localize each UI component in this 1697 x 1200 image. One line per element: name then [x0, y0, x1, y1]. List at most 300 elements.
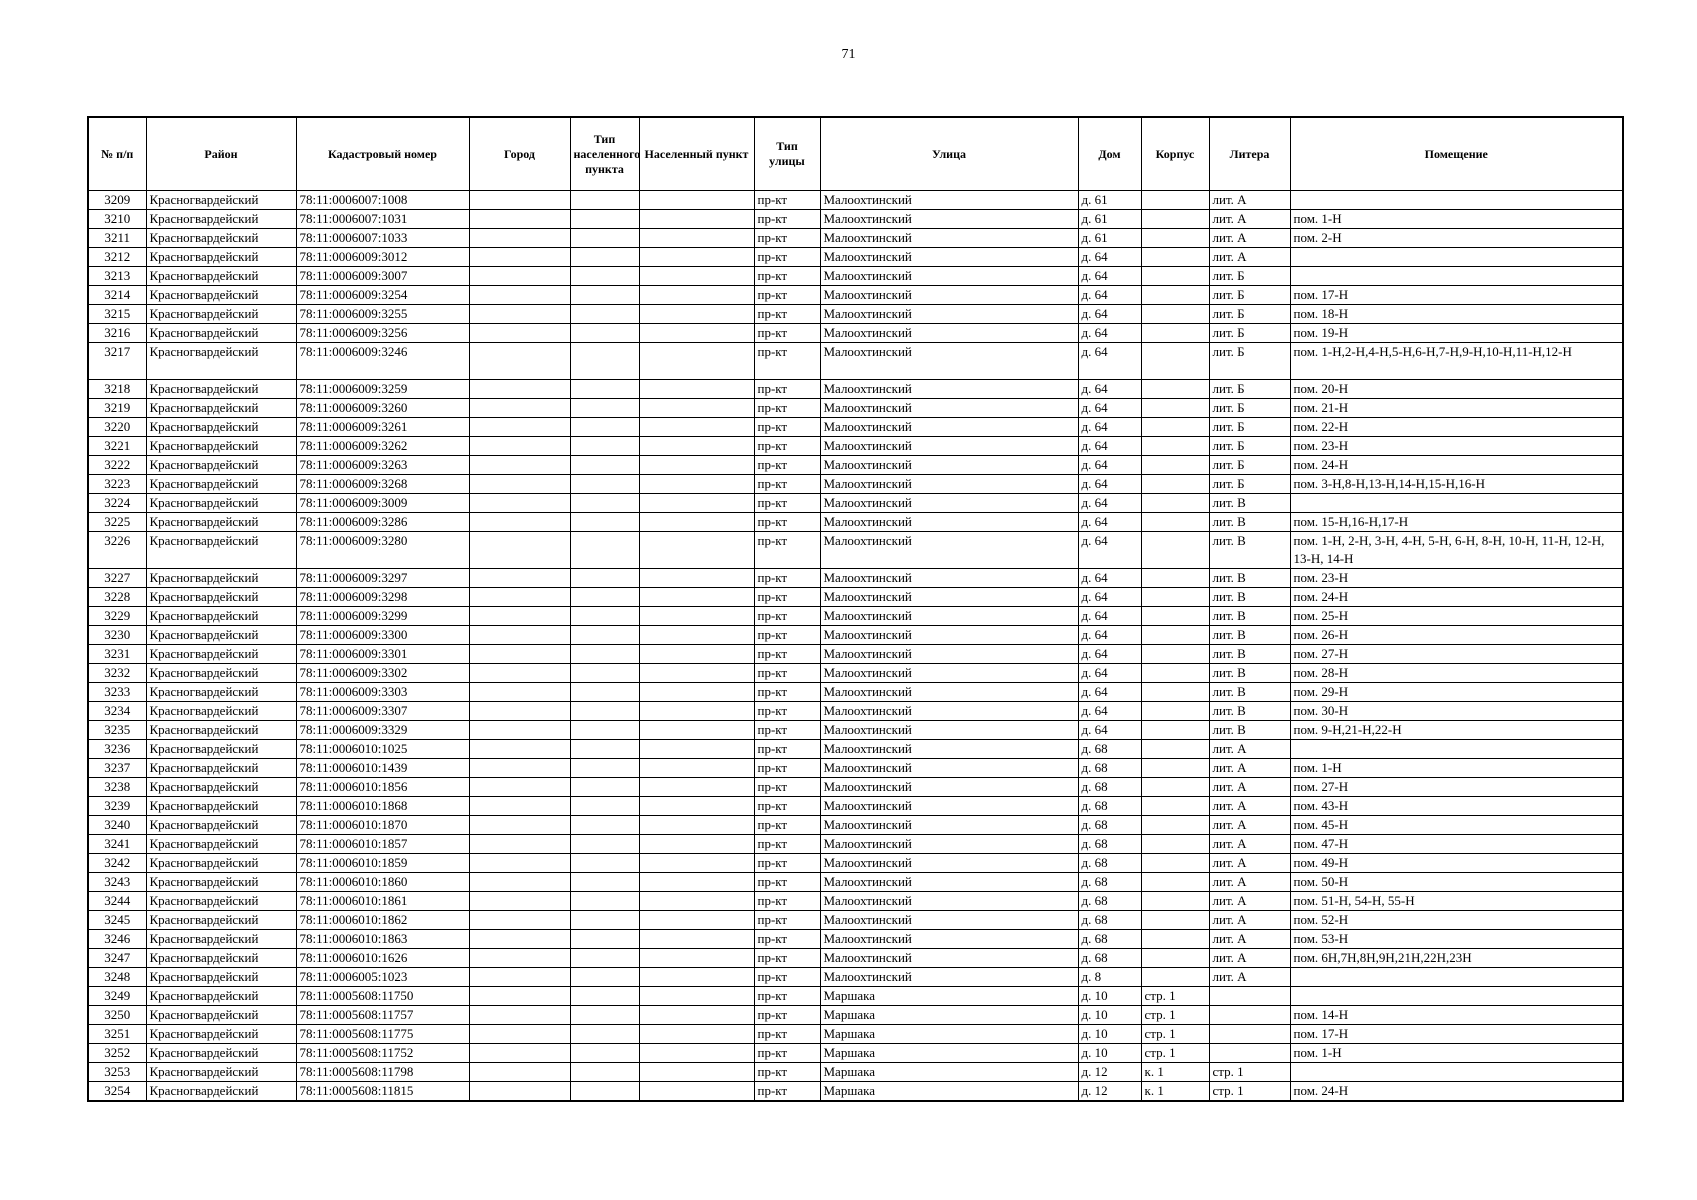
cell-settlement-type: [570, 759, 639, 778]
table-row: [88, 626, 1623, 645]
cell-district: Красногвардейский: [146, 683, 296, 702]
cell-settlement-type: [570, 949, 639, 968]
cell-building: [1141, 911, 1209, 930]
cell-house: д. 68: [1078, 778, 1141, 797]
cell-street: Малоохтинский: [820, 949, 1078, 968]
cell-settlement-type: [570, 683, 639, 702]
cell-number: 3247: [88, 949, 146, 968]
cell-street: Малоохтинский: [820, 835, 1078, 854]
cell-house: д. 64: [1078, 664, 1141, 683]
table-body: [88, 191, 1623, 1102]
table-row: [88, 324, 1623, 343]
cell-settlement: [639, 607, 754, 626]
cell-letter: [1209, 1006, 1290, 1025]
cell-letter: лит. А: [1209, 835, 1290, 854]
cell-settlement-type: [570, 778, 639, 797]
cell-house: д. 68: [1078, 854, 1141, 873]
cell-street: Маршака: [820, 1025, 1078, 1044]
cell-city: [469, 1025, 570, 1044]
cell-street-type: пр-кт: [754, 626, 820, 645]
cell-cadastral-number: 78:11:0006009:3303: [296, 683, 469, 702]
cell-street: Маршака: [820, 987, 1078, 1006]
cell-street-type: пр-кт: [754, 759, 820, 778]
table-row: [88, 892, 1623, 911]
cell-city: [469, 248, 570, 267]
cell-letter: лит. В: [1209, 513, 1290, 532]
cell-number: 3233: [88, 683, 146, 702]
cell-premises: [1290, 968, 1623, 987]
cell-street-type: пр-кт: [754, 1082, 820, 1102]
cell-premises: пом. 24-Н: [1290, 588, 1623, 607]
cell-city: [469, 494, 570, 513]
cell-premises: [1290, 191, 1623, 210]
cell-cadastral-number: 78:11:0006010:1025: [296, 740, 469, 759]
cell-street: Малоохтинский: [820, 210, 1078, 229]
cell-city: [469, 210, 570, 229]
cell-street-type: пр-кт: [754, 513, 820, 532]
cell-premises: пом. 30-Н: [1290, 702, 1623, 721]
header-street-type: Тип улицы: [754, 117, 820, 191]
cell-district: Красногвардейский: [146, 816, 296, 835]
cell-number: 3239: [88, 797, 146, 816]
table-row: [88, 380, 1623, 399]
cell-letter: лит. В: [1209, 494, 1290, 513]
cell-letter: лит. А: [1209, 248, 1290, 267]
cell-city: [469, 759, 570, 778]
cell-house: д. 61: [1078, 210, 1141, 229]
cell-district: Красногвардейский: [146, 797, 296, 816]
cell-number: 3222: [88, 456, 146, 475]
cell-city: [469, 626, 570, 645]
cell-letter: лит. Б: [1209, 267, 1290, 286]
cell-street-type: пр-кт: [754, 949, 820, 968]
cell-settlement-type: [570, 816, 639, 835]
cell-premises: пом. 49-Н: [1290, 854, 1623, 873]
cell-house: д. 64: [1078, 437, 1141, 456]
cell-street: Малоохтинский: [820, 740, 1078, 759]
table-row: [88, 588, 1623, 607]
cell-premises: пом. 28-Н: [1290, 664, 1623, 683]
table-row: [88, 513, 1623, 532]
cell-cadastral-number: 78:11:0006009:3007: [296, 267, 469, 286]
cell-district: Красногвардейский: [146, 949, 296, 968]
cell-settlement-type: [570, 399, 639, 418]
cell-premises: [1290, 740, 1623, 759]
cell-street-type: пр-кт: [754, 854, 820, 873]
cell-cadastral-number: 78:11:0006010:1868: [296, 797, 469, 816]
cell-cadastral-number: 78:11:0006009:3012: [296, 248, 469, 267]
cell-settlement: [639, 1025, 754, 1044]
table-row: [88, 835, 1623, 854]
table-row: [88, 930, 1623, 949]
cell-street: Маршака: [820, 1063, 1078, 1082]
cell-city: [469, 987, 570, 1006]
cell-settlement-type: [570, 873, 639, 892]
cell-street: Малоохтинский: [820, 324, 1078, 343]
cell-cadastral-number: 78:11:0006009:3286: [296, 513, 469, 532]
cell-building: [1141, 286, 1209, 305]
cell-city: [469, 418, 570, 437]
cell-city: [469, 532, 570, 569]
table-row: [88, 645, 1623, 664]
cell-street-type: пр-кт: [754, 930, 820, 949]
cell-settlement: [639, 399, 754, 418]
cell-number: 3231: [88, 645, 146, 664]
cell-premises: [1290, 987, 1623, 1006]
cell-letter: лит. А: [1209, 911, 1290, 930]
cell-district: Красногвардейский: [146, 892, 296, 911]
cell-letter: лит. А: [1209, 949, 1290, 968]
cell-city: [469, 968, 570, 987]
cell-number: 3236: [88, 740, 146, 759]
table-row: [88, 343, 1623, 380]
cell-city: [469, 229, 570, 248]
cell-premises: пом. 1-Н,2-Н,4-Н,5-Н,6-Н,7-Н,9-Н,10-Н,11-Н,12-Н: [1290, 343, 1623, 380]
cell-house: д. 64: [1078, 626, 1141, 645]
cell-settlement-type: [570, 324, 639, 343]
cell-settlement-type: [570, 930, 639, 949]
cell-cadastral-number: 78:11:0006009:3280: [296, 532, 469, 569]
cell-house: д. 12: [1078, 1063, 1141, 1082]
cell-number: 3212: [88, 248, 146, 267]
cell-district: Красногвардейский: [146, 305, 296, 324]
cell-district: Красногвардейский: [146, 645, 296, 664]
cell-district: Красногвардейский: [146, 437, 296, 456]
cell-settlement: [639, 740, 754, 759]
cell-letter: лит. В: [1209, 626, 1290, 645]
cell-district: Красногвардейский: [146, 588, 296, 607]
header-settlement: Населенный пункт: [639, 117, 754, 191]
cell-building: [1141, 343, 1209, 380]
cell-cadastral-number: 78:11:0006009:3263: [296, 456, 469, 475]
cell-building: стр. 1: [1141, 987, 1209, 1006]
cell-settlement-type: [570, 987, 639, 1006]
cell-number: 3252: [88, 1044, 146, 1063]
cell-city: [469, 1044, 570, 1063]
table-row: [88, 569, 1623, 588]
cell-settlement: [639, 494, 754, 513]
cell-street-type: пр-кт: [754, 324, 820, 343]
cell-cadastral-number: 78:11:0005608:11775: [296, 1025, 469, 1044]
cell-street-type: пр-кт: [754, 607, 820, 626]
cell-settlement-type: [570, 418, 639, 437]
cell-building: [1141, 210, 1209, 229]
cell-street-type: пр-кт: [754, 1006, 820, 1025]
cell-street: Малоохтинский: [820, 532, 1078, 569]
cell-number: 3218: [88, 380, 146, 399]
cell-street: Малоохтинский: [820, 911, 1078, 930]
cell-city: [469, 816, 570, 835]
cell-cadastral-number: 78:11:0006009:3256: [296, 324, 469, 343]
cell-house: д. 64: [1078, 248, 1141, 267]
cell-building: [1141, 229, 1209, 248]
cell-letter: лит. Б: [1209, 456, 1290, 475]
cell-settlement-type: [570, 380, 639, 399]
cell-city: [469, 797, 570, 816]
cell-street-type: пр-кт: [754, 797, 820, 816]
cell-district: Красногвардейский: [146, 1006, 296, 1025]
cell-district: Красногвардейский: [146, 987, 296, 1006]
cell-number: 3219: [88, 399, 146, 418]
cell-house: д. 64: [1078, 267, 1141, 286]
cell-building: [1141, 721, 1209, 740]
cell-letter: лит. В: [1209, 702, 1290, 721]
table-row: [88, 721, 1623, 740]
cell-premises: пом. 17-Н: [1290, 1025, 1623, 1044]
cell-city: [469, 475, 570, 494]
cell-city: [469, 607, 570, 626]
cell-number: 3232: [88, 664, 146, 683]
cell-cadastral-number: 78:11:0006009:3307: [296, 702, 469, 721]
cell-district: Красногвардейский: [146, 1025, 296, 1044]
cell-settlement-type: [570, 229, 639, 248]
cell-cadastral-number: 78:11:0006010:1860: [296, 873, 469, 892]
cell-letter: [1209, 1044, 1290, 1063]
cell-letter: лит. Б: [1209, 324, 1290, 343]
cell-number: 3253: [88, 1063, 146, 1082]
cell-street-type: пр-кт: [754, 286, 820, 305]
cell-letter: лит. Б: [1209, 399, 1290, 418]
cell-building: стр. 1: [1141, 1025, 1209, 1044]
cell-number: 3240: [88, 816, 146, 835]
cell-settlement-type: [570, 532, 639, 569]
cell-district: Красногвардейский: [146, 532, 296, 569]
cell-building: [1141, 702, 1209, 721]
cell-letter: лит. А: [1209, 191, 1290, 210]
cell-cadastral-number: 78:11:0006010:1856: [296, 778, 469, 797]
cell-building: [1141, 418, 1209, 437]
cell-street-type: пр-кт: [754, 664, 820, 683]
table-row: [88, 702, 1623, 721]
cell-district: Красногвардейский: [146, 324, 296, 343]
cell-street-type: пр-кт: [754, 532, 820, 569]
cell-settlement-type: [570, 664, 639, 683]
cell-settlement: [639, 911, 754, 930]
cell-settlement: [639, 267, 754, 286]
table-row: [88, 229, 1623, 248]
cell-city: [469, 892, 570, 911]
cell-house: д. 10: [1078, 1025, 1141, 1044]
cell-cadastral-number: 78:11:0006010:1861: [296, 892, 469, 911]
cell-building: стр. 1: [1141, 1044, 1209, 1063]
cell-number: 3221: [88, 437, 146, 456]
cell-city: [469, 588, 570, 607]
cell-cadastral-number: 78:11:0006007:1031: [296, 210, 469, 229]
cell-premises: пом. 24-Н: [1290, 456, 1623, 475]
cell-number: 3241: [88, 835, 146, 854]
table-row: [88, 1006, 1623, 1025]
cell-house: д. 68: [1078, 759, 1141, 778]
cell-district: Красногвардейский: [146, 911, 296, 930]
cell-settlement-type: [570, 911, 639, 930]
cell-cadastral-number: 78:11:0005608:11757: [296, 1006, 469, 1025]
cell-city: [469, 664, 570, 683]
cell-district: Красногвардейский: [146, 702, 296, 721]
cell-cadastral-number: 78:11:0006009:3260: [296, 399, 469, 418]
cell-building: [1141, 664, 1209, 683]
cell-settlement-type: [570, 494, 639, 513]
cell-premises: пом. 50-Н: [1290, 873, 1623, 892]
cell-district: Красногвардейский: [146, 1082, 296, 1102]
cell-street: Маршака: [820, 1082, 1078, 1102]
cell-district: Красногвардейский: [146, 191, 296, 210]
cell-city: [469, 740, 570, 759]
cell-settlement: [639, 854, 754, 873]
cell-premises: пом. 23-Н: [1290, 437, 1623, 456]
cell-city: [469, 513, 570, 532]
cell-city: [469, 437, 570, 456]
cell-number: 3254: [88, 1082, 146, 1102]
cell-cadastral-number: 78:11:0006009:3261: [296, 418, 469, 437]
cell-settlement: [639, 324, 754, 343]
cell-settlement: [639, 532, 754, 569]
cell-settlement: [639, 380, 754, 399]
cell-number: 3215: [88, 305, 146, 324]
cell-district: Красногвардейский: [146, 607, 296, 626]
header-building: Корпус: [1141, 117, 1209, 191]
cell-street: Малоохтинский: [820, 702, 1078, 721]
cell-street: Малоохтинский: [820, 683, 1078, 702]
cell-house: д. 64: [1078, 456, 1141, 475]
cell-cadastral-number: 78:11:0006009:3009: [296, 494, 469, 513]
cell-number: 3214: [88, 286, 146, 305]
cell-city: [469, 305, 570, 324]
cell-house: д. 10: [1078, 1044, 1141, 1063]
cell-street-type: пр-кт: [754, 987, 820, 1006]
cell-number: 3216: [88, 324, 146, 343]
cell-building: [1141, 380, 1209, 399]
cell-settlement: [639, 588, 754, 607]
cell-building: [1141, 399, 1209, 418]
cell-cadastral-number: 78:11:0006010:1870: [296, 816, 469, 835]
cell-settlement-type: [570, 740, 639, 759]
header-number: № п/п: [88, 117, 146, 191]
cell-cadastral-number: 78:11:0006009:3255: [296, 305, 469, 324]
cell-cadastral-number: 78:11:0005608:11815: [296, 1082, 469, 1102]
cell-settlement: [639, 721, 754, 740]
cell-house: д. 68: [1078, 740, 1141, 759]
header-settlement-type: Тип населенного пункта: [570, 117, 639, 191]
cell-settlement: [639, 210, 754, 229]
cell-house: д. 64: [1078, 702, 1141, 721]
cell-settlement-type: [570, 1082, 639, 1102]
cell-letter: лит. В: [1209, 721, 1290, 740]
cell-letter: лит. А: [1209, 740, 1290, 759]
cell-city: [469, 873, 570, 892]
cell-settlement-type: [570, 456, 639, 475]
table-row: [88, 475, 1623, 494]
cell-settlement-type: [570, 1006, 639, 1025]
cell-house: д. 68: [1078, 835, 1141, 854]
cell-building: [1141, 267, 1209, 286]
cell-city: [469, 456, 570, 475]
cell-premises: [1290, 1063, 1623, 1082]
cell-street-type: пр-кт: [754, 229, 820, 248]
cell-premises: пом. 20-Н: [1290, 380, 1623, 399]
cell-street: Малоохтинский: [820, 513, 1078, 532]
cell-settlement: [639, 778, 754, 797]
cell-street-type: пр-кт: [754, 475, 820, 494]
cell-letter: лит. А: [1209, 210, 1290, 229]
cell-building: [1141, 892, 1209, 911]
cell-cadastral-number: 78:11:0006007:1008: [296, 191, 469, 210]
cell-letter: лит. А: [1209, 778, 1290, 797]
cell-house: д. 64: [1078, 721, 1141, 740]
cell-street: Малоохтинский: [820, 607, 1078, 626]
cell-building: [1141, 569, 1209, 588]
cell-house: д. 64: [1078, 343, 1141, 380]
cell-settlement-type: [570, 248, 639, 267]
table-row: [88, 286, 1623, 305]
cell-building: [1141, 854, 1209, 873]
cell-letter: лит. Б: [1209, 305, 1290, 324]
table-row: [88, 740, 1623, 759]
table-header: [88, 117, 1623, 191]
cell-district: Красногвардейский: [146, 229, 296, 248]
cell-building: [1141, 324, 1209, 343]
cell-street: Малоохтинский: [820, 380, 1078, 399]
cell-cadastral-number: 78:11:0005608:11752: [296, 1044, 469, 1063]
table-row: [88, 911, 1623, 930]
cell-settlement: [639, 286, 754, 305]
cell-premises: пом. 17-Н: [1290, 286, 1623, 305]
cell-number: 3220: [88, 418, 146, 437]
cell-building: к. 1: [1141, 1082, 1209, 1102]
cell-street-type: пр-кт: [754, 645, 820, 664]
cell-city: [469, 380, 570, 399]
cell-settlement-type: [570, 797, 639, 816]
cell-premises: пом. 23-Н: [1290, 569, 1623, 588]
cell-district: Красногвардейский: [146, 664, 296, 683]
table-row: [88, 494, 1623, 513]
cell-letter: лит. В: [1209, 683, 1290, 702]
cell-street-type: пр-кт: [754, 683, 820, 702]
cell-premises: пом. 2-Н: [1290, 229, 1623, 248]
cell-district: Красногвардейский: [146, 930, 296, 949]
cell-premises: пом. 15-Н,16-Н,17-Н: [1290, 513, 1623, 532]
cell-district: Красногвардейский: [146, 968, 296, 987]
cell-building: [1141, 930, 1209, 949]
cell-settlement-type: [570, 854, 639, 873]
cell-street: Малоохтинский: [820, 930, 1078, 949]
cell-settlement: [639, 418, 754, 437]
cell-street-type: пр-кт: [754, 267, 820, 286]
cell-house: д. 10: [1078, 1006, 1141, 1025]
table-row: [88, 797, 1623, 816]
table-row: [88, 437, 1623, 456]
cell-house: д. 68: [1078, 911, 1141, 930]
registry-table: [87, 116, 1624, 1102]
table-row: [88, 778, 1623, 797]
cell-building: [1141, 740, 1209, 759]
cell-number: 3217: [88, 343, 146, 380]
cell-settlement-type: [570, 1063, 639, 1082]
cell-house: д. 64: [1078, 494, 1141, 513]
cell-street-type: пр-кт: [754, 1044, 820, 1063]
cell-number: 3225: [88, 513, 146, 532]
cell-settlement-type: [570, 968, 639, 987]
cell-street-type: пр-кт: [754, 380, 820, 399]
cell-settlement: [639, 191, 754, 210]
cell-street: Малоохтинский: [820, 418, 1078, 437]
table-row: [88, 759, 1623, 778]
cell-district: Красногвардейский: [146, 1063, 296, 1082]
cell-street-type: пр-кт: [754, 740, 820, 759]
table-row: [88, 987, 1623, 1006]
cell-settlement: [639, 456, 754, 475]
cell-letter: лит. В: [1209, 645, 1290, 664]
cell-number: 3242: [88, 854, 146, 873]
